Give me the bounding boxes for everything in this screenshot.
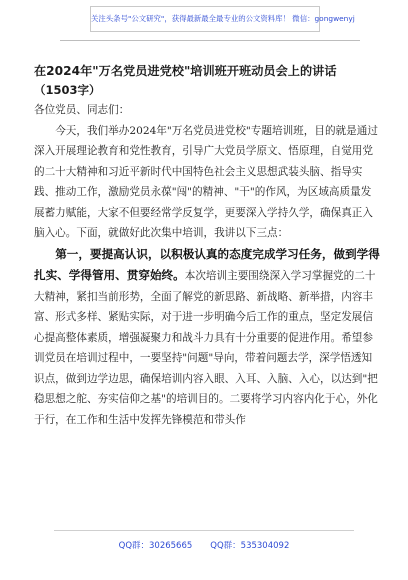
- word-count: （1503字）: [34, 83, 101, 97]
- paragraph: [34, 121, 380, 244]
- paragraph-text: 本次培训主要围绕深入学习掌握党的二十大精神，紧扣当前形势，全面了解党的新思路、新战略、新举措，内容丰富、形式多样、紧贴实际，对于进一步明确今后工作的重点，坚定发展信心提高整体素质，增强凝聚力和战斗力具有十分重要的促进作用。希望参训党员在培训过程中，一要坚持"问题"导向，带着问题去学，深学悟透知识点，做到边学边思，确保培训内容入眼、入耳、入脑、入心，以达到"把稳思想之舵、夯实信仰之基"的培训目的。二要将学习内容内化于心，外化于行，在工作和生活中发挥先锋模范和带头作: [34, 270, 378, 426]
- header-divider: [60, 40, 360, 41]
- paragraph: [34, 244, 380, 431]
- salutation: 各位党员、同志们：: [34, 104, 130, 116]
- document-title: 在2024年"万名党员进党校"培训班开班动员会上的讲话: [34, 64, 337, 78]
- qq-group-right: QQ群：535304092: [210, 541, 290, 551]
- footer-divider: [54, 530, 354, 531]
- qq-group-left: QQ群：30265665: [118, 541, 193, 551]
- header-banner: 关注头条号"公文研究"，获得最新最全最专业的公文资料库！ 微信：gongwenyj: [90, 6, 320, 32]
- paragraph-text: 今天，我们举办2024年"万名党员进党校"专题培训班，目的就是通过深入开展理论教育和党性教育，引导广大党员学原文、悟原理，自觉用党的二十大精神和习近平新时代中国特色社会主义思想武装头脑、指导实践、推动工作，激励党员永葆"闯"的精神、"干"的作风，为区域高质量发展蓄力赋能，大家不但要经常学反复学，更要深入学持久学，确保真正入脑入心。下面，就做好此次集中培训，我讲以下三点：: [34, 124, 378, 239]
- footer: [0, 540, 408, 552]
- section-heading: 第一，要提高认识，以积极认真的态度完成学习任务，做到学得扎实、学得管用、贯穿始终。: [34, 246, 380, 282]
- document-body: [34, 100, 380, 430]
